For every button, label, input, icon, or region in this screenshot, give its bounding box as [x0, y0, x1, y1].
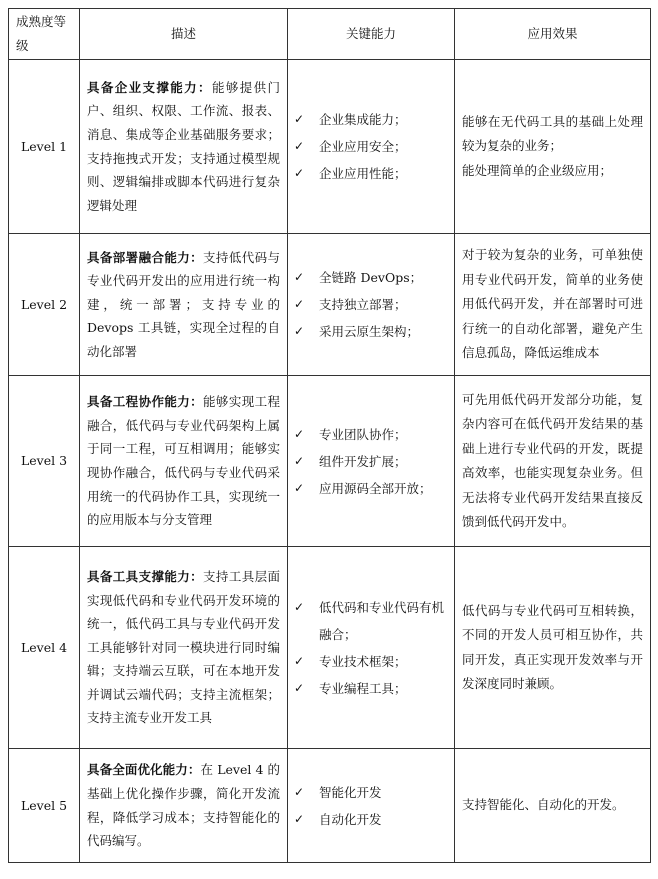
- abilities-cell: [288, 749, 455, 863]
- level-cell: Level 5: [9, 749, 80, 863]
- effect-line: 能处理简单的企业级应用；: [462, 162, 613, 178]
- ability-item: ✓ 组件开发扩展；: [295, 448, 447, 475]
- description-cell: [80, 547, 288, 749]
- header-abilities: 关键能力: [288, 9, 455, 60]
- ability-item: ✓ 专业编程工具；: [295, 675, 447, 702]
- effect-cell: [455, 376, 651, 547]
- description-text: 能够实现工程融合，低代码与专业代码架构上属于同一工程，可互相调用；能够实现协作融合，低代码与专业代码采用统一的代码协作工具，实现统一的应用版本与分支管理: [87, 394, 280, 528]
- check-icon: ✓: [294, 480, 305, 495]
- table-row: [9, 547, 651, 749]
- effect-line: 支持智能化、自动化的开发。: [462, 797, 625, 813]
- check-icon: ✓: [294, 784, 305, 799]
- maturity-table: [8, 8, 651, 863]
- check-icon: ✓: [294, 599, 305, 614]
- description-cell: [80, 376, 288, 547]
- description-cell: [80, 749, 288, 863]
- check-icon: ✓: [294, 112, 305, 126]
- abilities-cell: [288, 234, 455, 376]
- header-description: 描述: [80, 9, 288, 60]
- table-row: [9, 376, 651, 547]
- header-effect: 应用效果: [455, 9, 651, 60]
- description-cell: [80, 60, 288, 234]
- description-title: 具备全面优化能力：: [87, 762, 201, 778]
- header-row: [9, 9, 651, 60]
- effect-line: 低代码与专业代码可互相转换，不同的开发人员可相互协作，共同开发，真正实现开发效率与开发深度同时兼顾。: [462, 602, 643, 691]
- ability-item: ✓ 专业技术框架；: [295, 648, 447, 675]
- ability-item: ✓ 企业集成能力；: [295, 106, 447, 133]
- ability-item: ✓ 专业团队协作；: [295, 421, 447, 448]
- check-icon: ✓: [294, 166, 305, 180]
- description-text: 能够提供门户、组织、权限、工作流、报表、消息、集成等企业基础服务要求；支持拖拽式开发；支持通过模型规则、逻辑编排或脚本代码进行复杂逻辑处理: [87, 79, 280, 213]
- effect-cell: [455, 547, 651, 749]
- header-level: 成熟度等级: [9, 9, 80, 60]
- level-cell: Level 3: [9, 376, 80, 547]
- check-icon: ✓: [294, 653, 305, 668]
- check-icon: ✓: [294, 297, 305, 311]
- check-icon: ✓: [294, 811, 305, 826]
- level-cell: Level 1: [9, 60, 80, 234]
- effect-cell: [455, 60, 651, 234]
- effect-cell: [455, 749, 651, 863]
- table-row: [9, 60, 651, 234]
- description-text: 支持低代码与专业代码开发出的应用进行统一构建，统一部署；支持专业的 Devops 工具链，实现全过程的自动化部署: [87, 249, 280, 359]
- effect-line: 能够在无代码工具的基础上处理较为复杂的业务；: [462, 113, 643, 154]
- description-title: 具备工程协作能力：: [87, 394, 204, 410]
- description-text: 支持工具层面实现低代码和专业代码开发环境的统一，低代码工具与专业代码开发工具能够针对同一模块进行同时编辑；支持端云互联，可在本地开发并调试云端代码；支持主流框架；支持主流专业开发工具: [87, 568, 280, 726]
- check-icon: ✓: [294, 426, 305, 441]
- check-icon: ✓: [294, 324, 305, 338]
- abilities-cell: [288, 60, 455, 234]
- check-icon: ✓: [294, 139, 305, 153]
- check-icon: ✓: [294, 680, 305, 695]
- effect-line: 对于较为复杂的业务，可单独使用专业代码开发，简单的业务使用低代码开发，并在部署时可进行统一的自动化部署，避免产生信息孤岛，降低运维成本: [462, 247, 643, 361]
- ability-item: ✓ 自动化开发: [295, 806, 447, 833]
- ability-item: ✓ 低代码和专业代码有机融合；: [295, 594, 447, 648]
- description-title: 具备部署融合能力：: [87, 249, 204, 265]
- description-title: 具备企业支撑能力：: [87, 79, 212, 95]
- ability-item: ✓ 全链路 DevOps；: [295, 264, 447, 291]
- ability-item: ✓ 智能化开发: [295, 779, 447, 806]
- ability-item: ✓ 应用源码全部开放；: [295, 475, 447, 502]
- ability-item: ✓ 采用云原生架构；: [295, 318, 447, 345]
- effect-cell: [455, 234, 651, 376]
- level-cell: Level 2: [9, 234, 80, 376]
- effect-line: 可先用低代码开发部分功能，复杂内容可在低代码开发结果的基础上进行专业代码的开发，既提高效率，也能实现复杂业务。但无法将专业代码开发结果直接反馈到低代码开发中。: [462, 391, 643, 529]
- ability-item: ✓ 支持独立部署；: [295, 291, 447, 318]
- check-icon: ✓: [294, 453, 305, 468]
- description-cell: [80, 234, 288, 376]
- ability-item: ✓ 企业应用安全；: [295, 133, 447, 160]
- description-text: 在 Level 4 的基础上优化操作步骤，简化开发流程，降低学习成本；支持智能化的代码编写。: [87, 762, 280, 849]
- check-icon: ✓: [294, 270, 305, 284]
- table-row: [9, 749, 651, 863]
- abilities-cell: [288, 547, 455, 749]
- abilities-cell: [288, 376, 455, 547]
- table-row: [9, 234, 651, 376]
- description-title: 具备工具支撑能力：: [87, 568, 204, 584]
- level-cell: Level 4: [9, 547, 80, 749]
- ability-item: ✓ 企业应用性能；: [295, 160, 447, 187]
